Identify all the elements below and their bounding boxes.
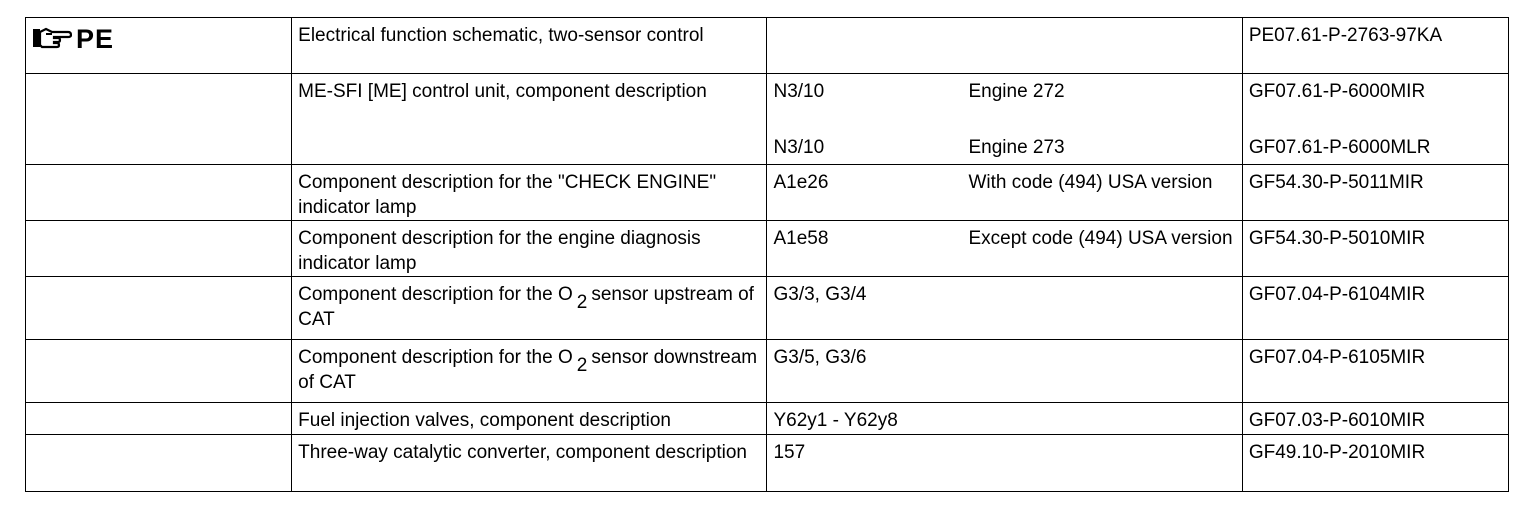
doc-cell[interactable] xyxy=(1242,221,1508,277)
doc-link[interactable]: GF54.30-P-5010MIR xyxy=(1248,228,1426,249)
reference-table xyxy=(25,17,1509,492)
object-cell xyxy=(767,221,1242,277)
object-code: A1e26 xyxy=(773,172,829,193)
object-note: Engine 272 xyxy=(968,81,1065,102)
table-row xyxy=(26,403,1509,435)
table-row xyxy=(26,74,1509,165)
object-code: N3/10 xyxy=(773,137,825,158)
header-cell xyxy=(26,18,292,74)
object-note: Engine 273 xyxy=(968,137,1065,158)
title-cell: ME-SFI [ME] control unit, component description xyxy=(292,74,767,165)
table-row xyxy=(26,340,1509,403)
doc-cell[interactable] xyxy=(1242,403,1508,435)
object-cell xyxy=(767,18,1242,74)
title-cell: Electrical function schematic, two-sensor control xyxy=(292,18,767,74)
doc-cell[interactable] xyxy=(1242,18,1508,74)
object-cell xyxy=(767,277,1242,340)
doc-link[interactable]: GF07.04-P-6104MIR xyxy=(1248,284,1426,305)
doc-link[interactable]: GF07.61-P-6000MIR xyxy=(1248,81,1426,102)
title-cell: Component description for the O 2 sensor downstream of CAT xyxy=(292,340,767,403)
object-code: N3/10 xyxy=(773,81,825,102)
object-code: 157 xyxy=(773,442,806,463)
doc-link[interactable]: GF07.61-P-6000MLR xyxy=(1248,137,1431,158)
doc-cell[interactable] xyxy=(1242,435,1508,492)
doc-link[interactable]: GF07.03-P-6010MIR xyxy=(1248,410,1426,431)
doc-cell[interactable] xyxy=(1242,277,1508,340)
table-row xyxy=(26,435,1509,492)
object-code: A1e58 xyxy=(773,228,829,249)
doc-link[interactable]: GF07.04-P-6105MIR xyxy=(1248,347,1426,368)
table-row xyxy=(26,221,1509,277)
table-row xyxy=(26,277,1509,340)
object-code: G3/5, G3/6 xyxy=(773,347,867,368)
object-cell xyxy=(767,403,1242,435)
doc-link[interactable]: PE07.61-P-2763-97KA xyxy=(1248,25,1443,46)
title-cell: Fuel injection valves, component description xyxy=(292,403,767,435)
pointing-hand-icon xyxy=(32,26,72,52)
title-cell: Component description for the O 2 sensor upstream of CAT xyxy=(292,277,767,340)
table-row xyxy=(26,165,1509,221)
title-cell: Component description for the "CHECK ENGINE" indicator lamp xyxy=(292,165,767,221)
doc-cell[interactable] xyxy=(1242,340,1508,403)
doc-link[interactable]: GF54.30-P-5011MIR xyxy=(1248,172,1424,193)
object-cell xyxy=(767,165,1242,221)
doc-link[interactable]: GF49.10-P-2010MIR xyxy=(1248,442,1426,463)
doc-cell[interactable] xyxy=(1242,74,1508,165)
title-cell: Component description for the engine diagnosis indicator lamp xyxy=(292,221,767,277)
object-note: With code (494) USA version xyxy=(968,172,1213,193)
object-code: G3/3, G3/4 xyxy=(773,284,867,305)
doc-cell[interactable] xyxy=(1242,165,1508,221)
table-row xyxy=(26,18,1509,74)
pe-label: PE xyxy=(76,24,115,54)
object-cell xyxy=(767,74,1242,165)
object-cell xyxy=(767,435,1242,492)
object-note: Except code (494) USA version xyxy=(968,228,1233,249)
object-code: Y62y1 - Y62y8 xyxy=(773,410,898,431)
object-cell xyxy=(767,340,1242,403)
title-cell: Three-way catalytic converter, component description xyxy=(292,435,767,492)
